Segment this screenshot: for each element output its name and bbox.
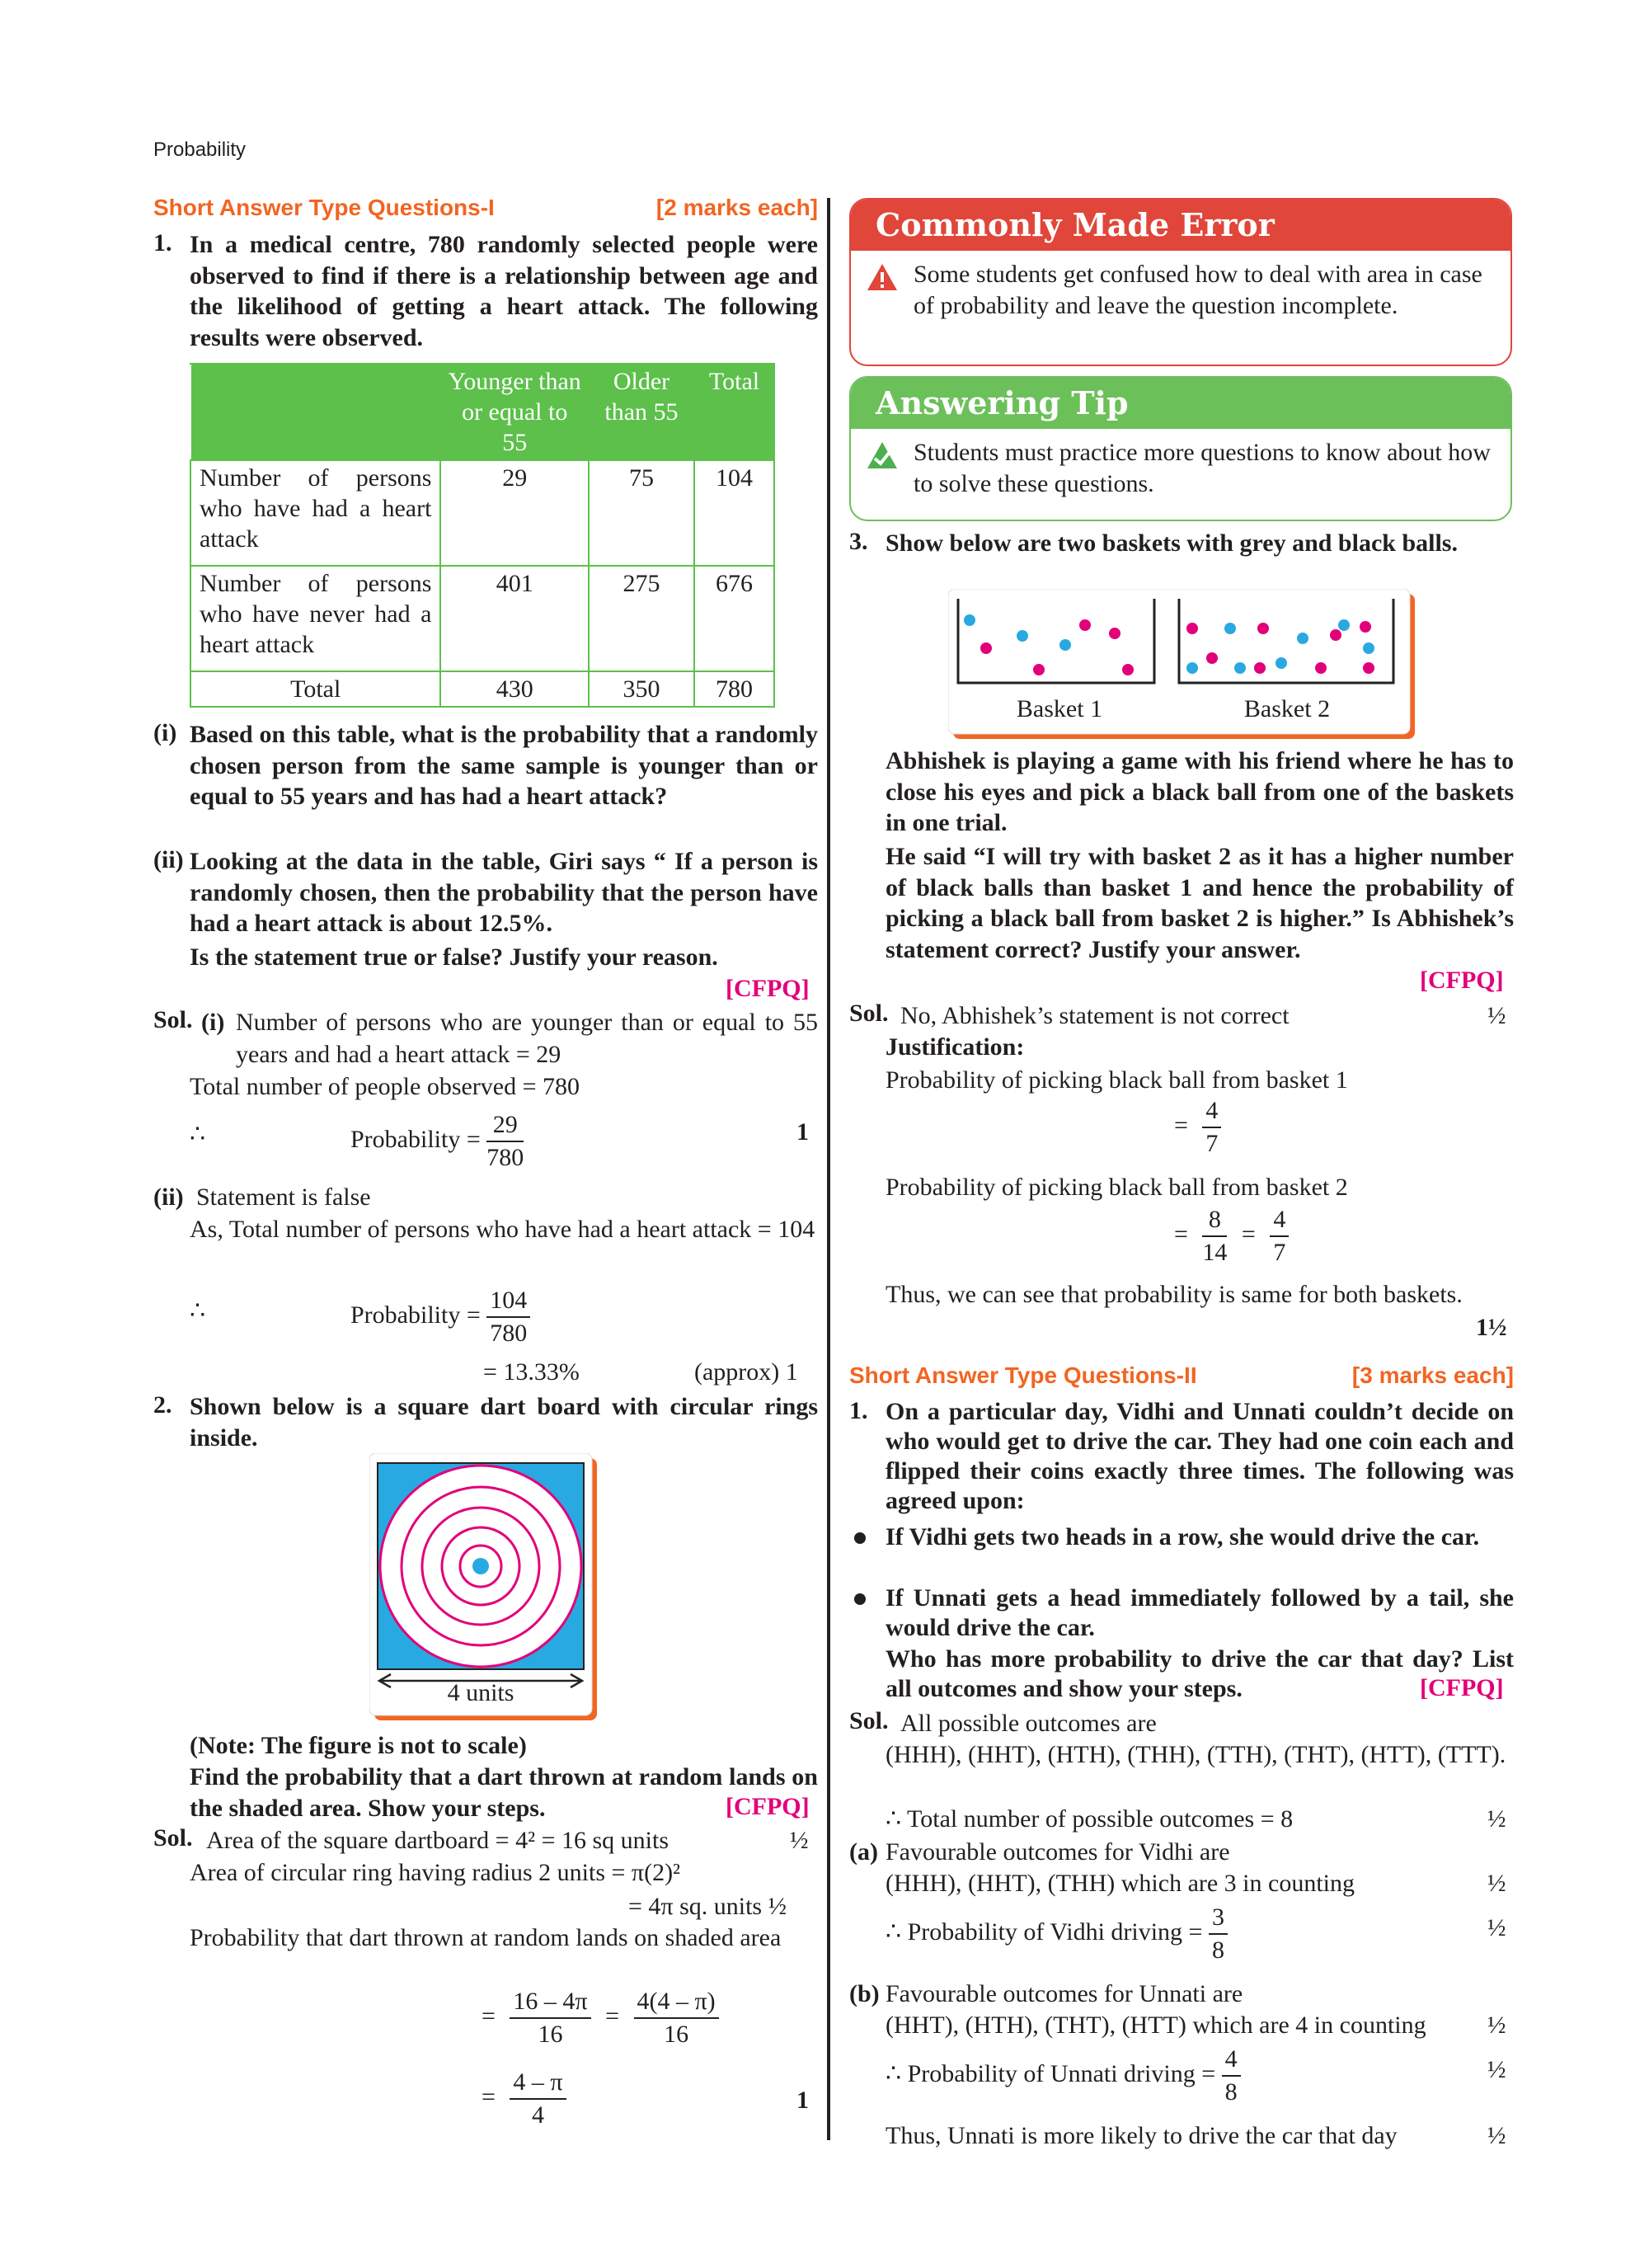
- denominator: 8: [1211, 1936, 1224, 1964]
- prob-label: Probability =: [350, 1125, 481, 1153]
- prob-label: ∴ Probability of Unnati driving =: [886, 2059, 1216, 2087]
- grey-ball: [1186, 662, 1198, 674]
- fraction-expression: [1174, 1095, 1221, 1160]
- numerator: 29: [486, 1109, 524, 1142]
- equals-sign: =: [1174, 1111, 1188, 1139]
- fraction: [486, 1109, 524, 1174]
- table-header: Total: [694, 364, 774, 460]
- black-ball: [1079, 619, 1091, 631]
- question-number: 3.: [849, 528, 868, 555]
- fraction-expression: [482, 2067, 566, 2131]
- table-header: Older than 55: [589, 364, 694, 460]
- solution-label: Sol.: [153, 1824, 193, 1852]
- answering-tip-box: [849, 376, 1512, 521]
- probability-expression: [886, 1902, 1228, 1966]
- denominator: 780: [490, 1320, 528, 1347]
- prob-label: ∴ Probability of Vidhi driving =: [886, 1917, 1203, 1946]
- solution-text: Probability of picking black ball from basket 1: [886, 1066, 1348, 1094]
- equals-sign: =: [1241, 1220, 1256, 1248]
- fraction: [1202, 1204, 1227, 1268]
- fraction: [1209, 1902, 1228, 1966]
- fraction: [634, 1986, 719, 2050]
- grey-ball: [1338, 619, 1350, 631]
- solution-text: Thus, Unnati is more likely to drive the car that day: [886, 2122, 1398, 2149]
- justification-label: Justification:: [886, 1033, 1025, 1061]
- mark: ½: [1487, 2122, 1506, 2149]
- numerator: 3: [1209, 1902, 1228, 1935]
- mark: ½: [790, 1827, 809, 1854]
- solution-text: = 4π sq. units ½: [628, 1893, 787, 1920]
- grey-ball: [1059, 639, 1071, 651]
- solution-subpart: (a): [849, 1838, 878, 1866]
- table-row-label: Number of persons who have had a heart attack: [190, 460, 440, 566]
- table-cell: 430: [440, 671, 589, 707]
- solution-subpart: (b): [849, 1980, 880, 2007]
- black-ball: [1122, 664, 1134, 675]
- basket-1-label: Basket 1: [1016, 695, 1103, 722]
- question-text: Show below are two baskets with grey and black balls.: [886, 529, 1458, 557]
- solution-text: Probability that dart thrown at random lands on shaded area: [190, 1924, 782, 1951]
- mark: 1½: [1476, 1314, 1507, 1341]
- mark: 1: [796, 2087, 809, 2114]
- solution-text: Probability of picking black ball from basket 2: [886, 1174, 1348, 1201]
- solution-label: Sol.: [153, 1006, 193, 1033]
- solution-text: Total number of people observed = 780: [190, 1073, 580, 1100]
- denominator: 14: [1202, 1239, 1228, 1266]
- section-title: Short Answer Type Questions-II: [849, 1362, 1197, 1388]
- fraction: [1222, 2044, 1241, 2108]
- question-text: On a particular day, Vidhi and Unnati couldn’t decide on who would get to drive the car. They had one coin each and flipped their coins exactly three times. The following was agreed upon:: [886, 1398, 1514, 1514]
- question-number: 1.: [849, 1397, 868, 1424]
- table-row-label: Number of persons who have never had a heart attack: [190, 566, 440, 671]
- probability-expression: [886, 2044, 1241, 2108]
- denominator: 16: [538, 2021, 563, 2048]
- black-ball: [1206, 652, 1218, 664]
- solution-text: Area of the square dartboard = 4² = 16 sq units: [206, 1827, 669, 1854]
- table-cell: 104: [694, 460, 774, 566]
- black-ball: [1330, 629, 1341, 641]
- question-text: Shown below is a square dart board with circular rings inside.: [190, 1393, 818, 1452]
- table-cell: 780: [694, 671, 774, 707]
- mark: ½: [1487, 1805, 1506, 1833]
- mark: ½: [1487, 1870, 1506, 1897]
- solution-text: Statement is false: [196, 1183, 371, 1211]
- grey-ball: [1224, 623, 1236, 634]
- solution-text: No, Abhishek’s statement is not correct: [900, 1002, 1290, 1029]
- figure-note: (Note: The figure is not to scale): [190, 1732, 527, 1759]
- fraction: [510, 1986, 590, 2050]
- column-divider: [827, 198, 830, 2140]
- result-text: = 13.33%: [483, 1358, 580, 1386]
- cfpq-tag: [CFPQ]: [1420, 967, 1504, 994]
- therefore-symbol: ∴: [190, 1297, 206, 1325]
- grey-ball: [1297, 633, 1308, 644]
- solution-text: Area of circular ring having radius 2 units = π(2)²: [190, 1859, 681, 1886]
- therefore-symbol: ∴: [190, 1121, 206, 1148]
- equals-sign: =: [482, 2082, 496, 2110]
- denominator: 780: [486, 1144, 524, 1171]
- table-cell: 29: [440, 460, 589, 566]
- probability-expression: [350, 1109, 524, 1174]
- error-box-title: Commonly Made Error: [851, 200, 1510, 251]
- solution-label: Sol.: [849, 1707, 889, 1734]
- baskets-figure: [948, 589, 1410, 734]
- equals-sign: =: [1174, 1220, 1188, 1248]
- cfpq-tag: [CFPQ]: [726, 975, 810, 1002]
- denominator: 7: [1273, 1239, 1286, 1266]
- bullet-text: If Vidhi gets two heads in a row, she would drive the car.: [886, 1523, 1480, 1550]
- numerator: 4(4 – π): [634, 1986, 719, 2019]
- denominator: 7: [1205, 1130, 1219, 1157]
- basket-2-label: Basket 2: [1243, 695, 1331, 722]
- grey-ball: [964, 614, 975, 626]
- question-text: Abhishek is playing a game with his friend where he has to close his eyes and pick a black ball from one of the baskets in one trial.: [886, 747, 1514, 836]
- checkmark-icon: [866, 440, 899, 470]
- black-ball: [1360, 621, 1371, 633]
- running-header: Probability: [153, 139, 247, 161]
- section-marks: [2 marks each]: [655, 195, 818, 220]
- black-ball: [1257, 623, 1269, 634]
- denominator: 4: [532, 2101, 544, 2129]
- numerator: 4: [1270, 1204, 1289, 1237]
- warning-icon: [866, 262, 899, 292]
- approx-mark: (approx) 1: [694, 1358, 798, 1386]
- numerator: 104: [486, 1285, 530, 1318]
- solution-text: All possible outcomes are: [900, 1710, 1157, 1737]
- solution-text: ∴ Total number of possible outcomes = 8: [886, 1805, 1294, 1833]
- solution-label: Sol.: [849, 1000, 889, 1027]
- subpart-text: Looking at the data in the table, Giri says “ If a person is randomly chosen, then the probability that the person have had a heart attack is about 12.5%.: [190, 848, 818, 937]
- prob-label: Probability =: [350, 1301, 481, 1329]
- fraction: [1202, 1095, 1221, 1160]
- common-error-box: [849, 198, 1512, 366]
- mark: ½: [1487, 2056, 1506, 2083]
- mark: ½: [1487, 1002, 1506, 1029]
- fraction-expression: [1174, 1204, 1289, 1268]
- fraction: [510, 2067, 566, 2131]
- table-cell: 275: [589, 566, 694, 671]
- black-ball: [1315, 662, 1327, 674]
- grey-ball: [1017, 630, 1028, 642]
- dartboard-figure: [369, 1453, 592, 1715]
- bullseye: [472, 1558, 489, 1574]
- bullet-icon: [854, 1593, 866, 1605]
- grey-ball: [1363, 642, 1374, 654]
- tip-box-text: Students must practice more questions to know about how to solve these questions.: [914, 439, 1491, 497]
- solution-text: Thus, we can see that probability is same for both baskets.: [886, 1281, 1463, 1308]
- table-cell: 676: [694, 566, 774, 671]
- black-ball: [1109, 628, 1120, 639]
- solution-text: (HHT), (HTH), (THT), (HTT) which are 4 in counting: [886, 2012, 1426, 2039]
- figure-label: 4 units: [447, 1679, 514, 1706]
- numerator: 8: [1202, 1204, 1227, 1237]
- question-text: He said “I will try with basket 2 as it has a higher number of black balls than basket 1 and hence the probability of picking a black ball from basket 2 is higher.” Is Abhishek’s statement correct? Justify your answer.: [886, 843, 1514, 963]
- probability-expression: [350, 1285, 530, 1349]
- solution-text: (HHH), (HHT), (THH) which are 3 in counting: [886, 1870, 1355, 1897]
- black-ball: [980, 642, 992, 654]
- solution-subpart: (ii): [153, 1183, 184, 1211]
- mark: ½: [1487, 2012, 1506, 2039]
- solution-text: Number of persons who are younger than or equal to 55 years and had a heart attack = 29: [236, 1009, 818, 1068]
- black-ball: [1363, 662, 1374, 674]
- mark: 1: [796, 1118, 809, 1146]
- error-box-text: Some students get confused how to deal with area in case of probability and leave the question incomplete.: [914, 261, 1482, 319]
- section-marks: [3 marks each]: [1351, 1362, 1514, 1388]
- denominator: 16: [664, 2021, 689, 2048]
- heart-attack-table: [190, 363, 775, 708]
- grey-ball: [1276, 657, 1287, 669]
- solution-text: Favourable outcomes for Vidhi are: [886, 1838, 1230, 1866]
- cfpq-tag: [CFPQ]: [726, 1793, 810, 1820]
- question-number: 2.: [153, 1391, 172, 1419]
- black-ball: [1254, 662, 1266, 674]
- question-text: Who has more probability to drive the car that day? List all outcomes and show your steps.: [886, 1645, 1514, 1702]
- subpart-text: Based on this table, what is the probability that a randomly chosen person from the same sample is younger than or equal to 55 years and has had a heart attack?: [190, 721, 818, 810]
- table-cell: 75: [589, 460, 694, 566]
- equals-sign: =: [482, 2002, 496, 2030]
- bullet-text: If Unnati gets a head immediately followed by a tail, she would drive the car.: [886, 1584, 1514, 1641]
- tip-box-title: Answering Tip: [851, 378, 1510, 429]
- subpart-label: (ii): [153, 846, 184, 873]
- black-ball: [1186, 623, 1198, 634]
- table-header: Younger than or equal to 55: [440, 364, 589, 460]
- denominator: 8: [1224, 2078, 1238, 2106]
- bullet-icon: [854, 1532, 866, 1544]
- question-text: Find the probability that a dart thrown at random lands on the shaded area. Show your steps.: [190, 1763, 818, 1822]
- fraction-expression: [482, 1986, 719, 2050]
- equals-sign: =: [605, 2002, 619, 2030]
- question-text: In a medical centre, 780 randomly selected people were observed to find if there is a relationship between age and the likelihood of getting a heart attack. The following results were observed.: [190, 231, 818, 351]
- fraction: [1270, 1204, 1289, 1268]
- table-row-label: Total: [190, 671, 440, 707]
- fraction: [486, 1285, 530, 1349]
- question-number: 1.: [153, 229, 172, 256]
- outcomes-text: (HHH), (HHT), (HTH), (THH), (TTH), (THT), (HTT), (TTT).: [886, 1741, 1506, 1768]
- subpart-text: Is the statement true or false? Justify your reason.: [190, 943, 718, 971]
- mark: ½: [1487, 1914, 1506, 1941]
- table-header-empty: [190, 364, 440, 460]
- subpart-label: (i): [153, 719, 177, 746]
- numerator: 4 – π: [510, 2067, 566, 2100]
- solution-text: As, Total number of persons who have had a heart attack = 104: [190, 1216, 815, 1243]
- numerator: 16 – 4π: [510, 1986, 590, 2019]
- section-title: Short Answer Type Questions-I: [153, 195, 495, 220]
- solution-text: Favourable outcomes for Unnati are: [886, 1980, 1243, 2007]
- black-ball: [1033, 664, 1045, 675]
- cfpq-tag: [CFPQ]: [1420, 1674, 1504, 1701]
- solution-subpart: (i): [201, 1009, 225, 1036]
- numerator: 4: [1222, 2044, 1241, 2077]
- numerator: 4: [1202, 1095, 1221, 1128]
- grey-ball: [1234, 662, 1246, 674]
- table-cell: 401: [440, 566, 589, 671]
- table-cell: 350: [589, 671, 694, 707]
